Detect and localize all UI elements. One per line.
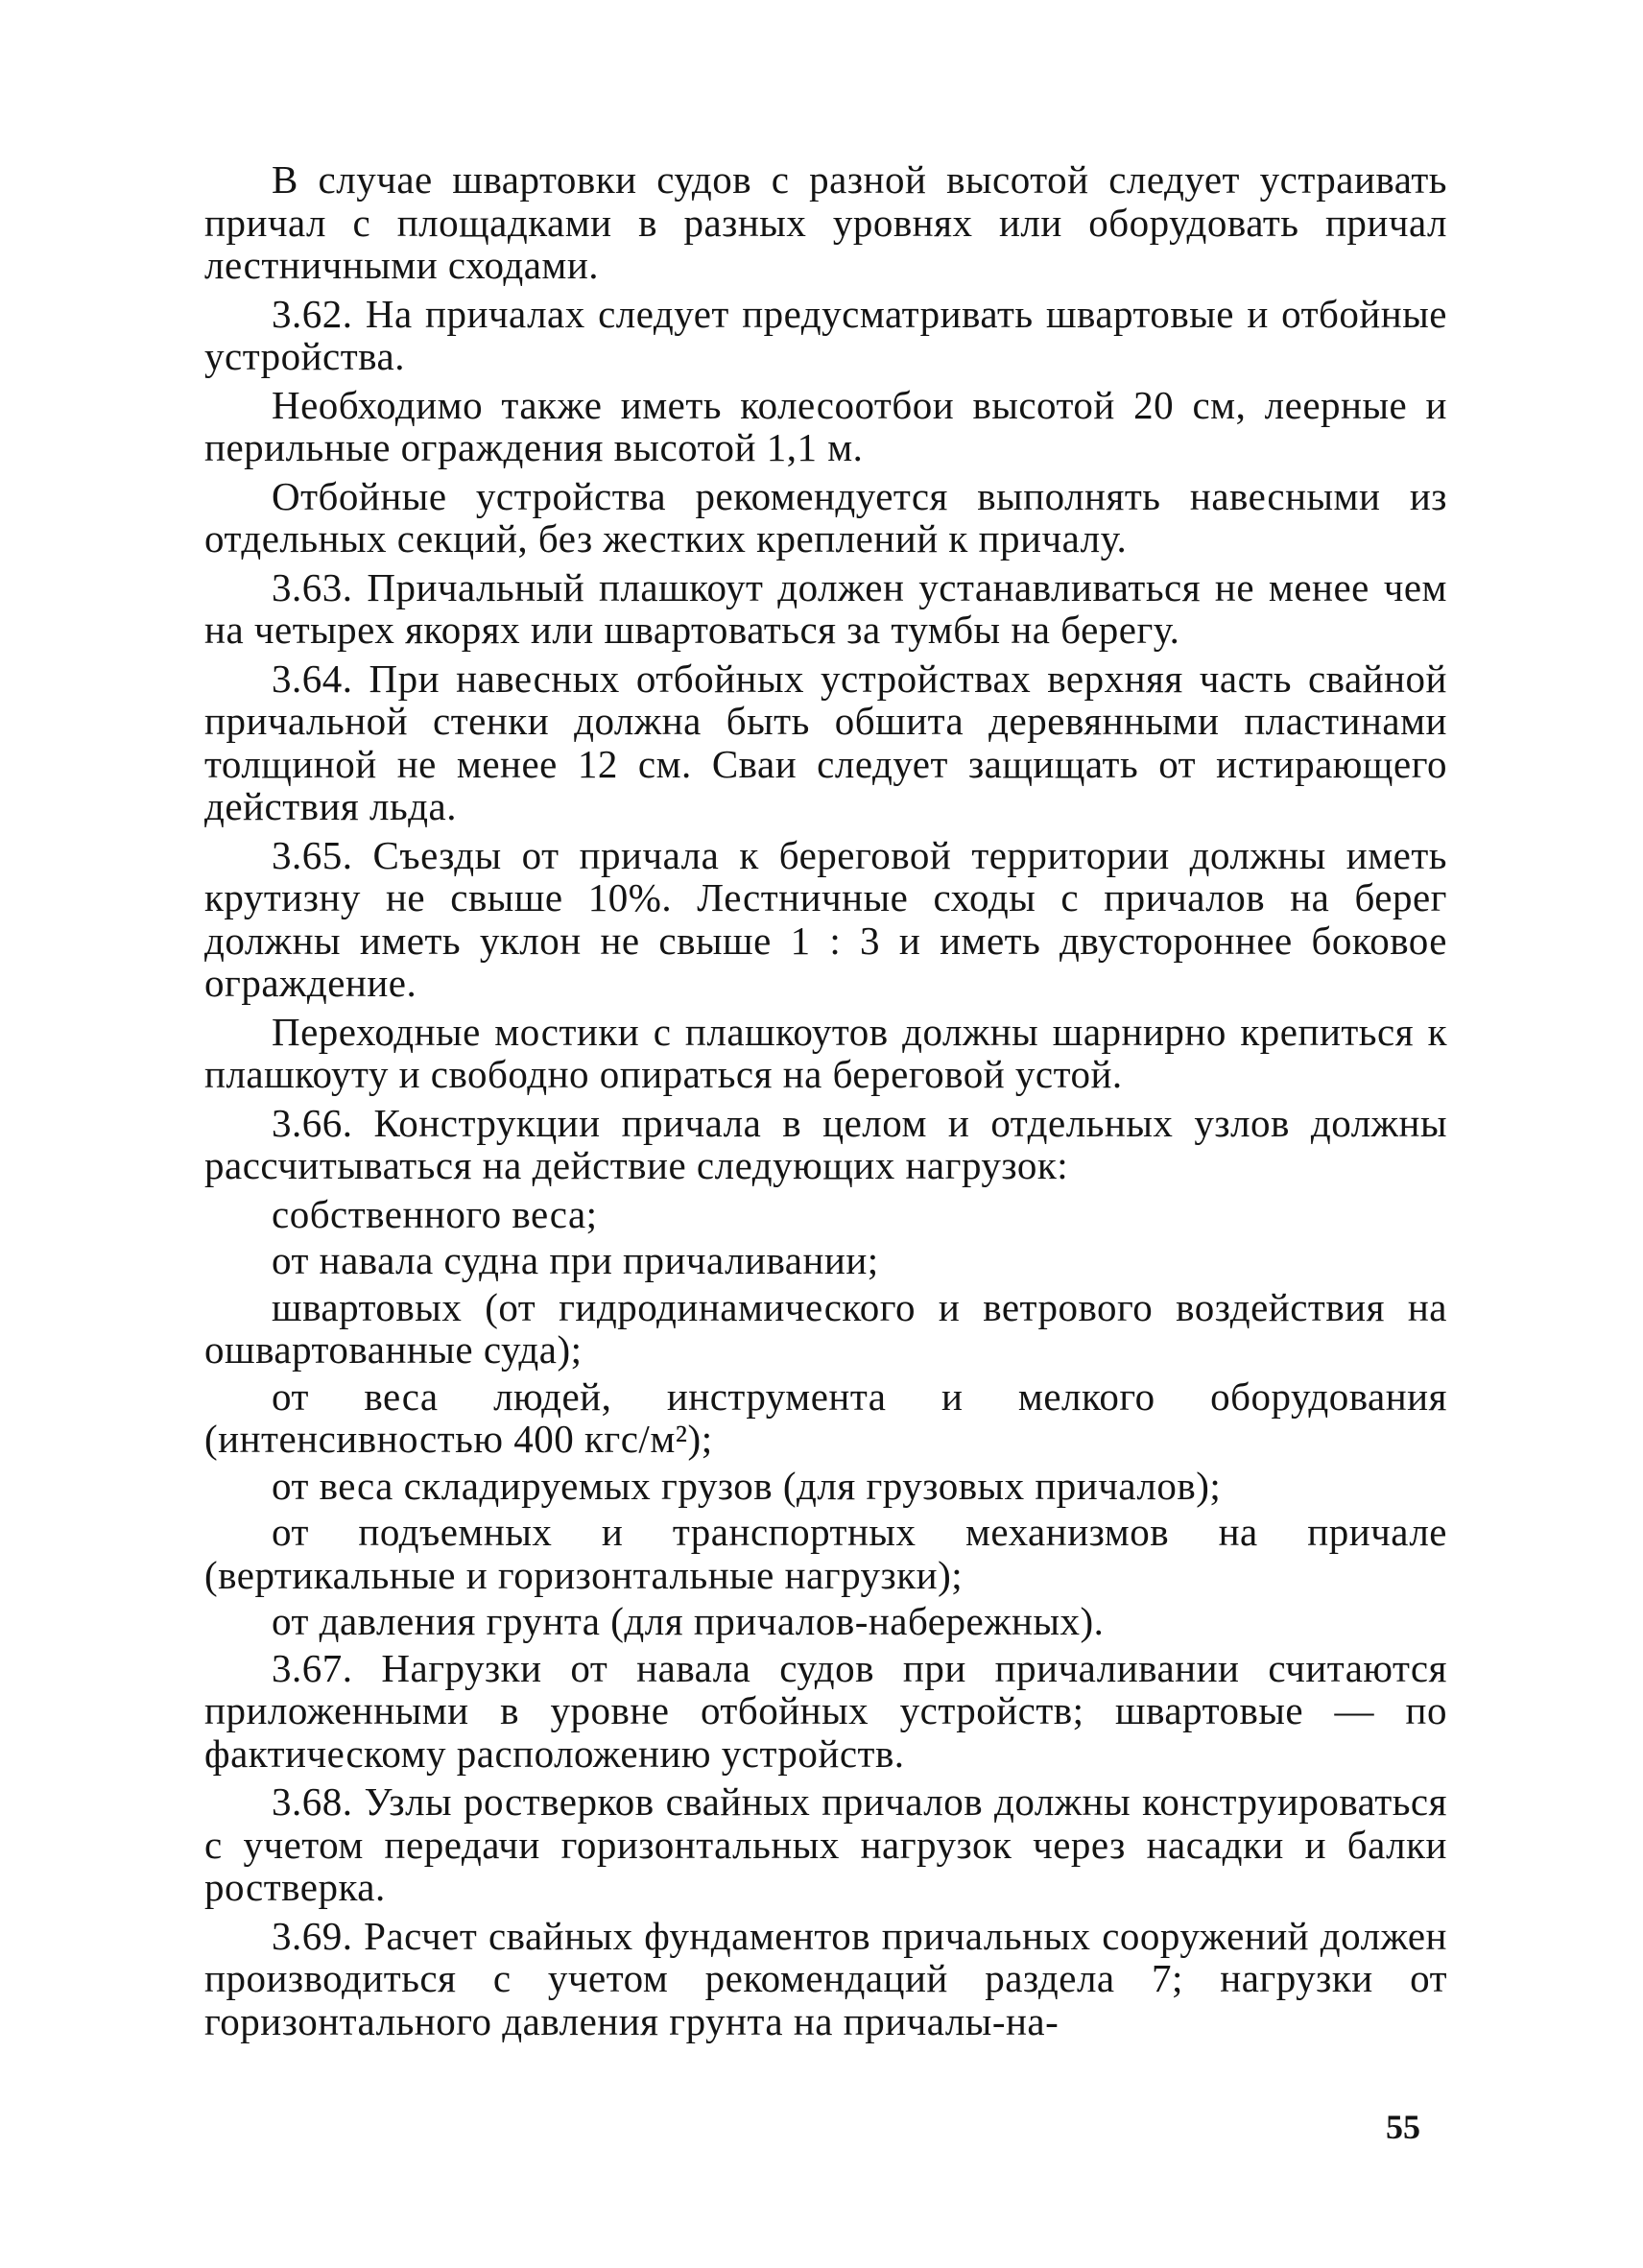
load-item-mechanisms: от подъемных и транспортных механизмов на причале (вертикальные и горизонтальные нагрузки); [204,1510,1447,1597]
page-number: 55 [1386,2108,1420,2146]
paragraph-intro: В случае швартовки судов с разной высотой следует устраивать причал с площадками в разных уровнях или оборудовать причал лестничными сходами. [204,157,1447,287]
load-item-soil-pressure: от давления грунта (для причалов-набережных). [272,1599,1105,1643]
paragraph-3-67: 3.67. Нагрузки от навала судов при причаливании считаются приложенными в уровне отбойных устройств; швартовые — по фактическому расположению устройств. [204,1645,1447,1776]
paragraph-3-64: 3.64. При навесных отбойных устройствах верхняя часть свайной причальной стенки должна быть обшита деревянными пластинами толщиной не менее 12 см. Сваи следует защищать от истирающего действия льда. [204,656,1447,828]
load-item-stored-cargo: от веса складируемых грузов (для грузовых причалов); [272,1463,1222,1508]
paragraph-3-65: 3.65. Съезды от причала к береговой территории должны иметь крутизну не свыше 10%. Лестничные сходы с причалов на берег должны иметь уклон не свыше 1 : 3 и иметь двустороннее боковое ограждение. [204,832,1447,1005]
load-item-ship-impact: от навала судна при причаливании; [272,1238,879,1282]
body-text [204,158,1447,2048]
paragraph-3-68: 3.68. Узлы ростверков свайных причалов должны конструироваться с учетом передачи горизонтальных нагрузок через насадки и балки ростверка. [204,1779,1447,1909]
paragraph-fender-devices: Отбойные устройства рекомендуется выполнять навесными из отдельных секций, без жестких креплений к причалу. [204,473,1447,561]
paragraph-3-69: 3.69. Расчет свайных фундаментов причальных сооружений должен производиться с учетом рекомендаций раздела 7; нагрузки от горизонтального давления грунта на причалы-на- [204,1913,1447,2043]
paragraph-3-62: 3.62. На причалах следует предусматривать швартовые и отбойные устройства. [204,291,1447,378]
load-item-own-weight: собственного веса; [272,1191,598,1236]
paragraph-wheel-guards: Необходимо также иметь колесоотбои высотой 20 см, леерные и перильные ограждения высотой 1,1 м. [204,382,1447,469]
load-item-people-equipment: от веса людей, инструмента и мелкого оборудования (интенсивностью 400 кгс/м²); [204,1373,1447,1461]
paragraph-3-63: 3.63. Причальный плашкоут должен устанавливаться не менее чем на четырех якорях или швартоваться за тумбы на берегу. [204,564,1447,652]
paragraph-3-66: 3.66. Конструкции причала в целом и отдельных узлов должны рассчитываться на действие следующих нагрузок: [204,1100,1447,1187]
paragraph-gangways: Переходные мостики с плашкоутов должны шарнирно крепиться к плашкоуту и свободно опираться на береговой устой. [204,1009,1447,1096]
load-item-mooring: швартовых (от гидродинамического и ветрового воздействия на ошвартованные суда); [204,1284,1447,1372]
